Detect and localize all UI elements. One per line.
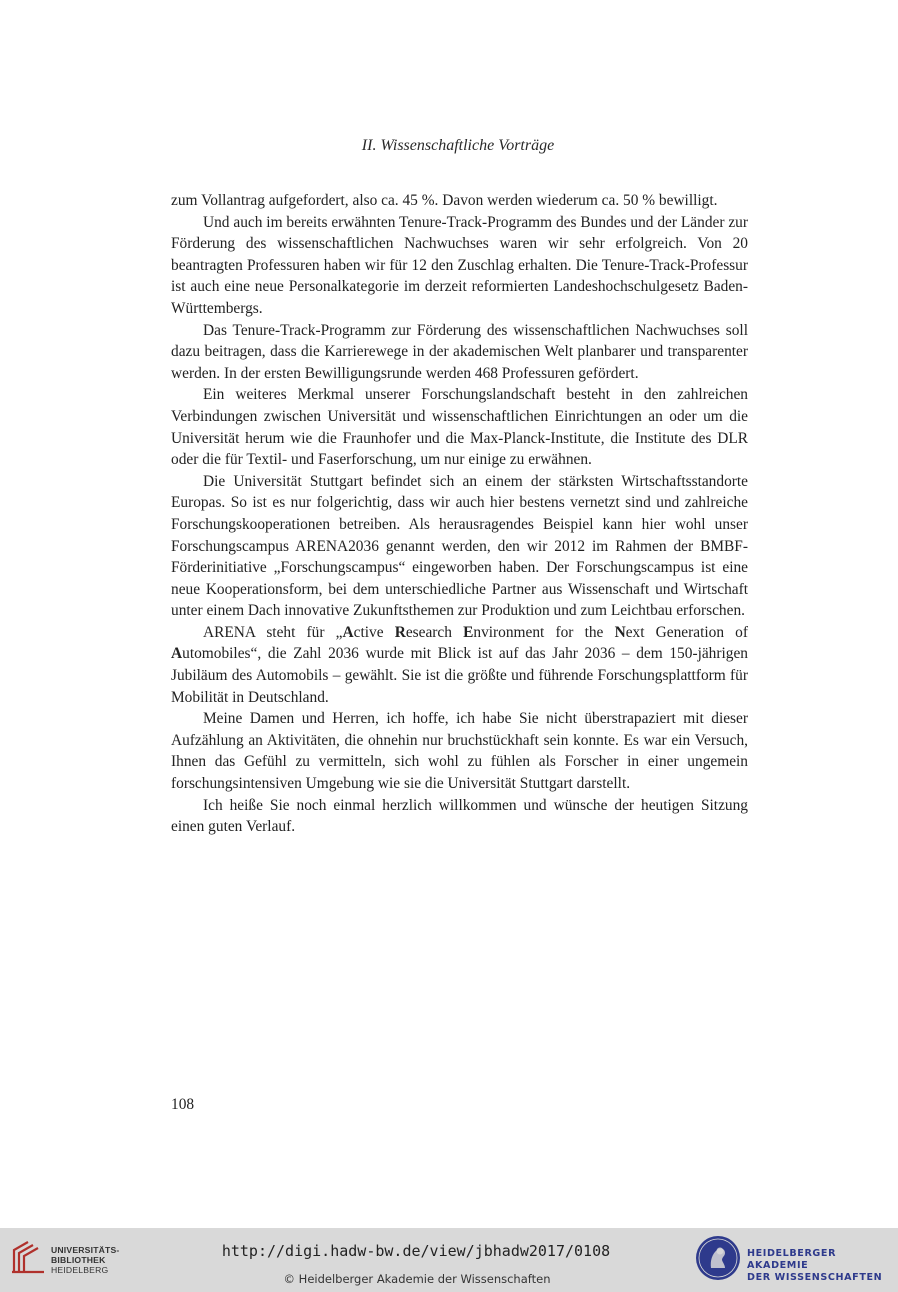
- acronym-letter: A: [342, 623, 354, 641]
- paragraph: Die Universität Stuttgart befindet sich an einem der stärksten Wirtschaftsstandorte Europas. So ist es nur folgerichtig, dass wir auch hier bestens vernetzt sind und zahlreiche Forschungskooperationen betreiben. Als herausragendes Beispiel kann hier wohl unser Forschungscampus ARENA2036 genannt werden, den wir 2012 im Rahmen der BMBF-Förderinitiative „Forschungscampus“ eingeworben haben. Der Forschungscampus ist eine neue Kooperationsform, bei dem unterschiedliche Partner aus Wissenschaft und Wirtschaft unter einem Dach innovative Zukunftsthemen zur Produktion und zum Leichtbau erforschen.: [171, 472, 748, 620]
- text-run: esearch: [405, 623, 464, 641]
- text-run: utomobiles“, die Zahl 2036 wurde mit Blick ist auf das Jahr 2036 – dem 150-jährigen Jubiläum des Automobils – gewählt. Sie ist die größte und führende Forschungsplattform für Mobilität in Deutschland.: [171, 645, 748, 706]
- paragraph: Ich heiße Sie noch einmal herzlich willkommen und wünsche der heutigen Sitzung einen guten Verlauf.: [171, 796, 748, 836]
- permalink-url[interactable]: http://digi.hadw-bw.de/view/jbhadw2017/0108: [221, 1242, 611, 1260]
- acronym-letter: E: [463, 623, 474, 641]
- library-line: BIBLIOTHEK: [51, 1255, 106, 1265]
- paragraph: Und auch im bereits erwähnten Tenure-Track-Programm des Bundes und der Länder zur Förderung des wissenschaftlichen Nachwuchses waren wir sehr erfolgreich. Von 20 beantragten Professuren haben wir für 12 den Zuschlag erhalten. Die Tenure-Track-Professur ist auch eine neue Personalkategorie im derzeit reformierten Landeshochschulgesetz Baden-Württembergs.: [171, 213, 748, 317]
- footer-bar: [0, 1228, 898, 1292]
- paragraph: Das Tenure-Track-Programm zur Förderung des wissenschaftlichen Nachwuchses soll dazu beitragen, dass die Karrierewege in der akademischen Welt planbarer und transparenter werden. In der ersten Bewilligungsrunde werden 468 Professuren gefördert.: [171, 321, 748, 382]
- copyright-notice: © Heidelberger Akademie der Wissenschaften: [283, 1272, 551, 1286]
- acronym-letter: A: [171, 645, 183, 663]
- library-line: UNIVERSITÄTS-: [51, 1245, 120, 1255]
- paragraph-arena: [171, 622, 748, 708]
- academy-line: HEIDELBERGER AKADEMIE: [747, 1248, 837, 1271]
- acronym-letter: R: [394, 623, 406, 641]
- acronym-letter: N: [614, 623, 626, 641]
- body-text: [171, 190, 748, 838]
- text-run: ext Generation of: [625, 623, 748, 641]
- paragraph: zum Vollantrag aufgefordert, also ca. 45 %. Davon werden wiederum ca. 50 % bewilligt.: [171, 192, 718, 209]
- text-run: ARENA steht für „: [203, 623, 343, 641]
- page-number: 108: [171, 1096, 195, 1113]
- academy-seal-icon: [694, 1234, 742, 1282]
- running-head: II. Wissenschaftliche Vorträge: [361, 137, 555, 154]
- academy-name: [747, 1248, 898, 1284]
- text-run: ctive: [353, 623, 395, 641]
- academy-line: DER WISSENSCHAFTEN: [747, 1272, 883, 1283]
- text-run: nvironment for the: [473, 623, 615, 641]
- library-line: HEIDELBERG: [51, 1265, 109, 1275]
- paragraph: Meine Damen und Herren, ich hoffe, ich habe Sie nicht überstrapaziert mit dieser Aufzählung an Aktivitäten, die ohnehin nur bruchstückhaft sein konnte. Es war ein Versuch, Ihnen das Gefühl zu vermitteln, sich wohl zu fühlen als Forscher in einer ungemein forschungsintensiven Umgebung wie sie die Universität Stuttgart darstellt.: [171, 710, 748, 793]
- paragraph: Ein weiteres Merkmal unserer Forschungslandschaft besteht in den zahlreichen Verbindungen zwischen Universität und wissenschaftlichen Einrichtungen an oder um die Universität herum wie die Fraunhofer und die Max-Planck-Institute, die Institute des DLR oder die für Textil- und Faserforschung, um nur einige zu erwähnen.: [171, 386, 748, 469]
